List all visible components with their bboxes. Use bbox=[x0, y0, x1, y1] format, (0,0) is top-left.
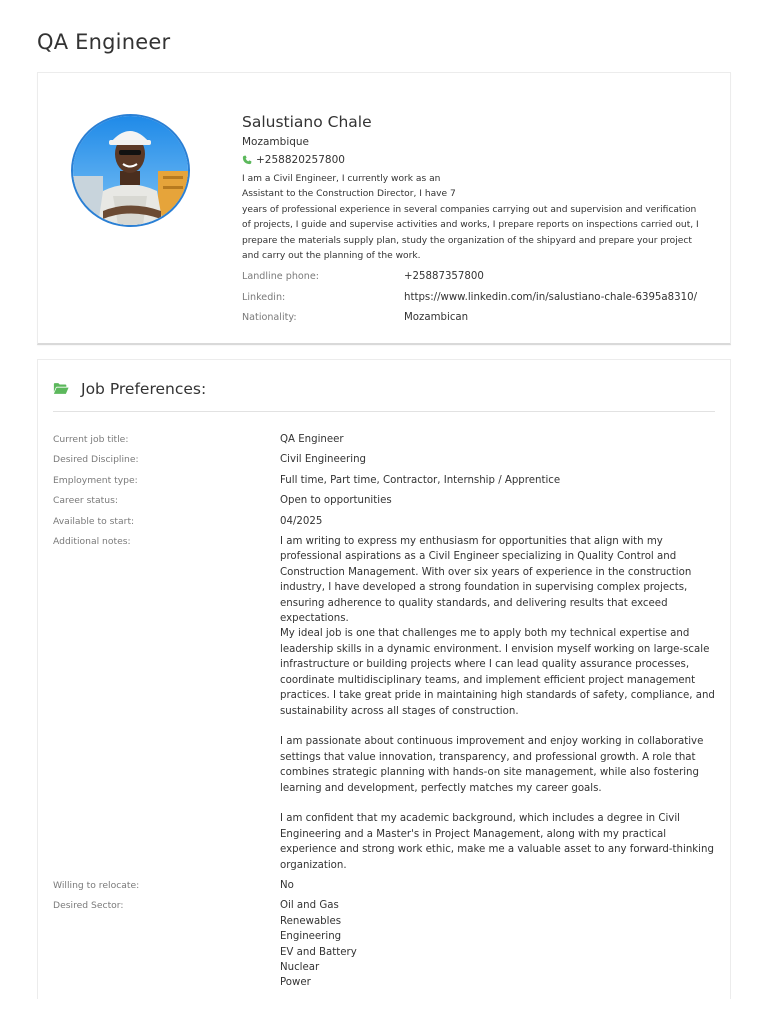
pref-row-available-to-start bbox=[53, 514, 713, 529]
pref-row-additional-notes bbox=[53, 534, 713, 873]
folder-open-icon bbox=[53, 382, 69, 395]
notes-line: learning and development, perfectly matches my career goals. bbox=[280, 782, 602, 794]
pref-value: No bbox=[280, 879, 294, 891]
pref-row-career-status bbox=[53, 493, 713, 508]
notes-line: industry, I have developed a strong foundation in supervising complex projects, bbox=[280, 582, 688, 594]
notes-spacer bbox=[280, 719, 713, 734]
notes-line: My ideal job is one that challenges me to apply both my technical expertise and bbox=[280, 628, 690, 640]
pref-label: Desired Discipline: bbox=[53, 454, 139, 466]
sector-item: Power bbox=[280, 977, 311, 989]
phone-icon bbox=[242, 155, 252, 165]
pref-row-willing-to-relocate bbox=[53, 878, 713, 893]
pref-label: Desired Sector: bbox=[53, 900, 124, 912]
phone-number[interactable]: +258820257800 bbox=[256, 154, 345, 166]
detail-row-nationality bbox=[242, 310, 718, 326]
notes-line: I am writing to express my enthusiasm for opportunities that align with my bbox=[280, 536, 663, 548]
notes-line: coordinate multidisciplinary teams, and implement efficient project management bbox=[280, 674, 696, 686]
pref-row-current-job-title bbox=[53, 432, 713, 447]
profile-card bbox=[37, 72, 731, 345]
notes-spacer bbox=[280, 796, 713, 811]
notes-line: expectations. bbox=[280, 613, 349, 625]
pref-value: Civil Engineering bbox=[280, 454, 366, 466]
pref-row-desired-sector bbox=[53, 898, 713, 990]
notes-line: combines strategic planning with hands-on site management, while also fostering bbox=[280, 767, 699, 779]
bio-line: Assistant to the Construction Director, I have 7 bbox=[242, 189, 456, 200]
section-title: Job Preferences: bbox=[81, 380, 207, 398]
pref-row-employment-type bbox=[53, 473, 713, 488]
bio-line: of projects, I guide and supervise activities and works, I prepare reports on inspections carried out, I bbox=[242, 220, 699, 231]
avatar bbox=[71, 114, 190, 227]
sector-item: Renewables bbox=[280, 915, 342, 927]
phone-row bbox=[242, 154, 718, 166]
pref-label: Additional notes: bbox=[53, 536, 131, 548]
notes-line: I am passionate about continuous improvement and enjoy working in collaborative bbox=[280, 736, 704, 748]
notes-line: Engineering and a Master's in Project Management, along with my practical bbox=[280, 828, 667, 840]
pref-label: Willing to relocate: bbox=[53, 879, 140, 891]
notes-line: Construction Management. With over six years of experience in the construction bbox=[280, 566, 692, 578]
candidate-country: Mozambique bbox=[242, 136, 310, 148]
job-preferences-header bbox=[53, 380, 715, 412]
bio-line: prepare the materials supply plan, study the organization of the shipyard and prepare your project bbox=[242, 235, 692, 246]
notes-line: I am confident that my academic background, which includes a degree in Civil bbox=[280, 813, 680, 825]
pref-value: 04/2025 bbox=[280, 515, 323, 527]
detail-label: Nationality: bbox=[242, 312, 297, 324]
job-preferences-card bbox=[37, 359, 731, 999]
sector-item: Nuclear bbox=[280, 961, 320, 973]
detail-label: Linkedin: bbox=[242, 291, 286, 303]
detail-row-linkedin bbox=[242, 290, 718, 306]
notes-line: professional aspirations as a Civil Engineer specializing in Quality Control and bbox=[280, 551, 677, 563]
nationality-value: Mozambican bbox=[404, 312, 469, 324]
notes-line: infrastructure or building projects where I can lead quality assurance processes, bbox=[280, 659, 690, 671]
desired-sector-list bbox=[280, 898, 713, 990]
pref-value: Open to opportunities bbox=[280, 495, 392, 507]
additional-notes-text bbox=[280, 534, 713, 873]
notes-line: sustainability across all stages of construction. bbox=[280, 705, 519, 717]
preferences-list bbox=[53, 432, 713, 996]
pref-label: Available to start: bbox=[53, 515, 135, 527]
notes-line: leadership skills in a dynamic environment. I envision myself working on large-scale bbox=[280, 643, 710, 655]
pref-label: Employment type: bbox=[53, 474, 138, 486]
notes-line: practices. I take great pride in maintaining high standards of safety, compliance, and bbox=[280, 690, 715, 702]
notes-line: organization. bbox=[280, 859, 347, 871]
candidate-name: Salustiano Chale bbox=[242, 113, 372, 131]
landline-phone-value[interactable]: +25887357800 bbox=[404, 271, 484, 283]
notes-line: experience and strong work ethic, make me a valuable asset to any forward-thinking bbox=[280, 844, 714, 856]
notes-line: settings that value innovation, transparency, and professional growth. A role that bbox=[280, 751, 696, 763]
pref-value: QA Engineer bbox=[280, 434, 344, 445]
pref-label: Current job title: bbox=[53, 434, 129, 445]
notes-line: ensuring adherence to quality standards, and delivering results that exceed bbox=[280, 597, 668, 609]
bio-line: I am a Civil Engineer, I currently work as an bbox=[242, 174, 441, 184]
detail-row-landline bbox=[242, 269, 718, 285]
page-title: QA Engineer bbox=[37, 30, 171, 54]
candidate-bio bbox=[242, 172, 718, 264]
sector-item: EV and Battery bbox=[280, 946, 357, 958]
pref-value: Full time, Part time, Contractor, Internship / Apprentice bbox=[280, 474, 561, 486]
pref-label: Career status: bbox=[53, 495, 118, 507]
sector-item: Engineering bbox=[280, 931, 342, 943]
bio-line: years of professional experience in several companies carrying out and supervision and verification bbox=[242, 204, 697, 215]
sector-item: Oil and Gas bbox=[280, 900, 339, 912]
pref-row-desired-discipline bbox=[53, 452, 713, 467]
detail-label: Landline phone: bbox=[242, 271, 320, 283]
bio-line: and carry out the planning of the work. bbox=[242, 251, 421, 262]
linkedin-link[interactable]: https://www.linkedin.com/in/salustiano-chale-6395a8310/ bbox=[404, 291, 698, 303]
